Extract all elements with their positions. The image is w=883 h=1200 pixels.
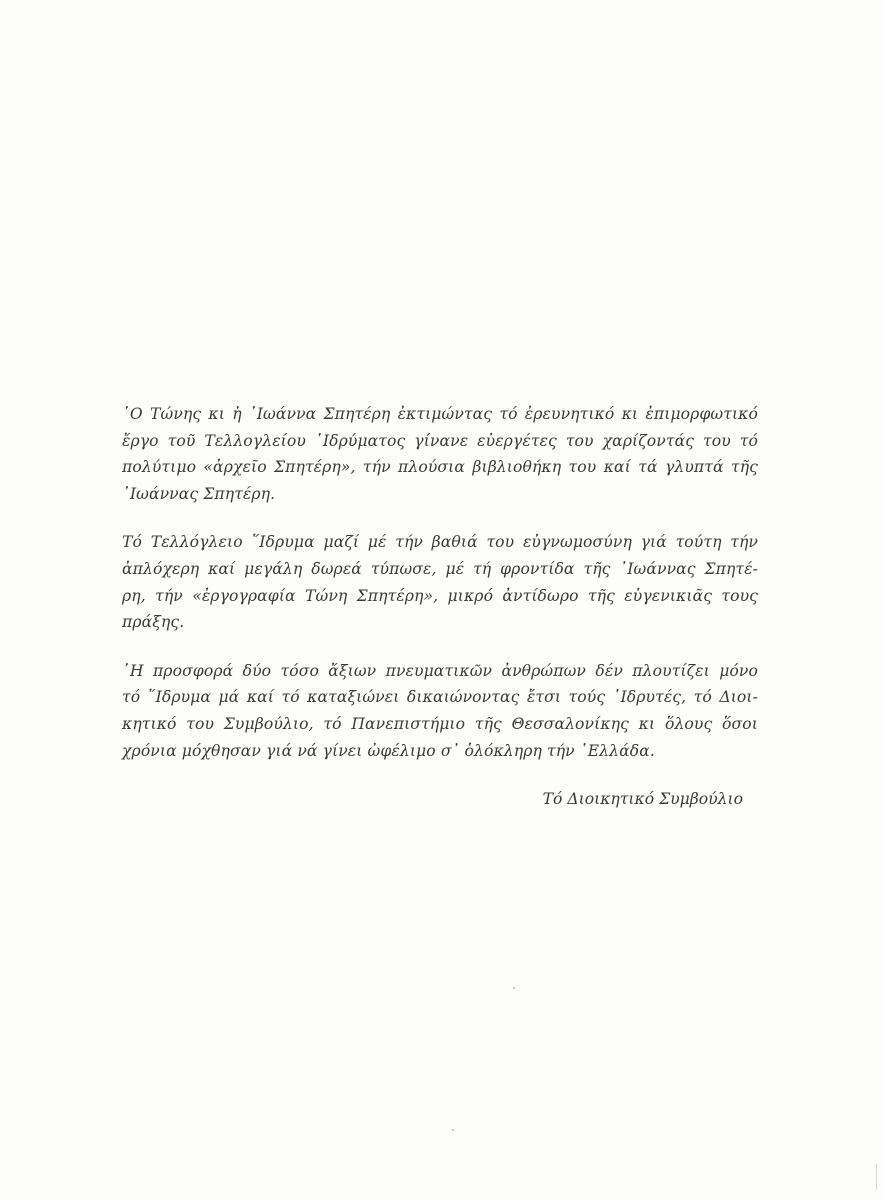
text-line: χρόνια μόχθησαν γιά νά γίνει ὠφέλιμο σ᾽ ὁλόκληρη τήν ῾Ελλάδα.: [122, 741, 655, 760]
paragraph-donation: [122, 401, 758, 507]
dedication-text: [122, 401, 758, 786]
text-line: Τό Τελλόγλειο ῞Ιδρυμα μαζί μέ τήν βαθιά του εὐγνωμοσύνη γιά τούτη τήν: [122, 533, 758, 552]
signature: Τό Διοικητικό Συμβούλιο: [542, 790, 743, 808]
text-line: ἔργο τοῦ Τελλογλείου ῾Ιδρύματος γίνανε εὐεργέτες του χαρίζοντάς του τό: [122, 431, 758, 450]
text-line: ἀπλόχερη καί μεγάλη δωρεά τύπωσε, μέ τή φροντίδα τῆς ᾽Ιωάννας Σπητέ-: [122, 559, 758, 578]
scan-edge-mark: [862, 1164, 877, 1190]
text-line: τό ῞Ιδρυμα μά καί τό καταξιώνει δικαιώνοντας ἔτσι τούς ῾Ιδρυτές, τό Διοι-: [122, 688, 758, 707]
text-line: πράξης.: [122, 613, 185, 632]
text-line: ρη, τήν «ἐργογραφία Τώνη Σπητέρη», μικρό ἀντίδωρο τῆς εὐγενικιᾶς τους: [122, 586, 758, 605]
text-line: ᾽Ιωάννας Σπητέρη.: [122, 484, 276, 503]
text-line: κητικό του Συμβούλιο, τό Πανεπιστήμιο τῆς Θεσσαλονίκης κι ὅλους ὅσοι: [122, 714, 758, 733]
text-line: ῾Ο Τώνης κι ἡ ᾽Ιωάννα Σπητέρη ἐκτιμώντας τό ἐρευνητικό κι ἐπιμορφωτικό: [122, 405, 758, 423]
scan-speck: [452, 1129, 454, 1131]
scan-speck: [513, 987, 515, 989]
text-line: πολύτιμο «ἀρχεῖο Σπητέρη», τήν πλούσια βιβλιοθήκη του καί τά γλυπτά τῆς: [122, 458, 758, 477]
text-line: ῾Η προσφορά δύο τόσο ἄξιων πνευματικῶν ἀνθρώπων δέν πλουτίζει μόνο: [122, 661, 758, 680]
paragraph-gratitude: [122, 529, 758, 635]
paragraph-offering: [122, 658, 758, 764]
